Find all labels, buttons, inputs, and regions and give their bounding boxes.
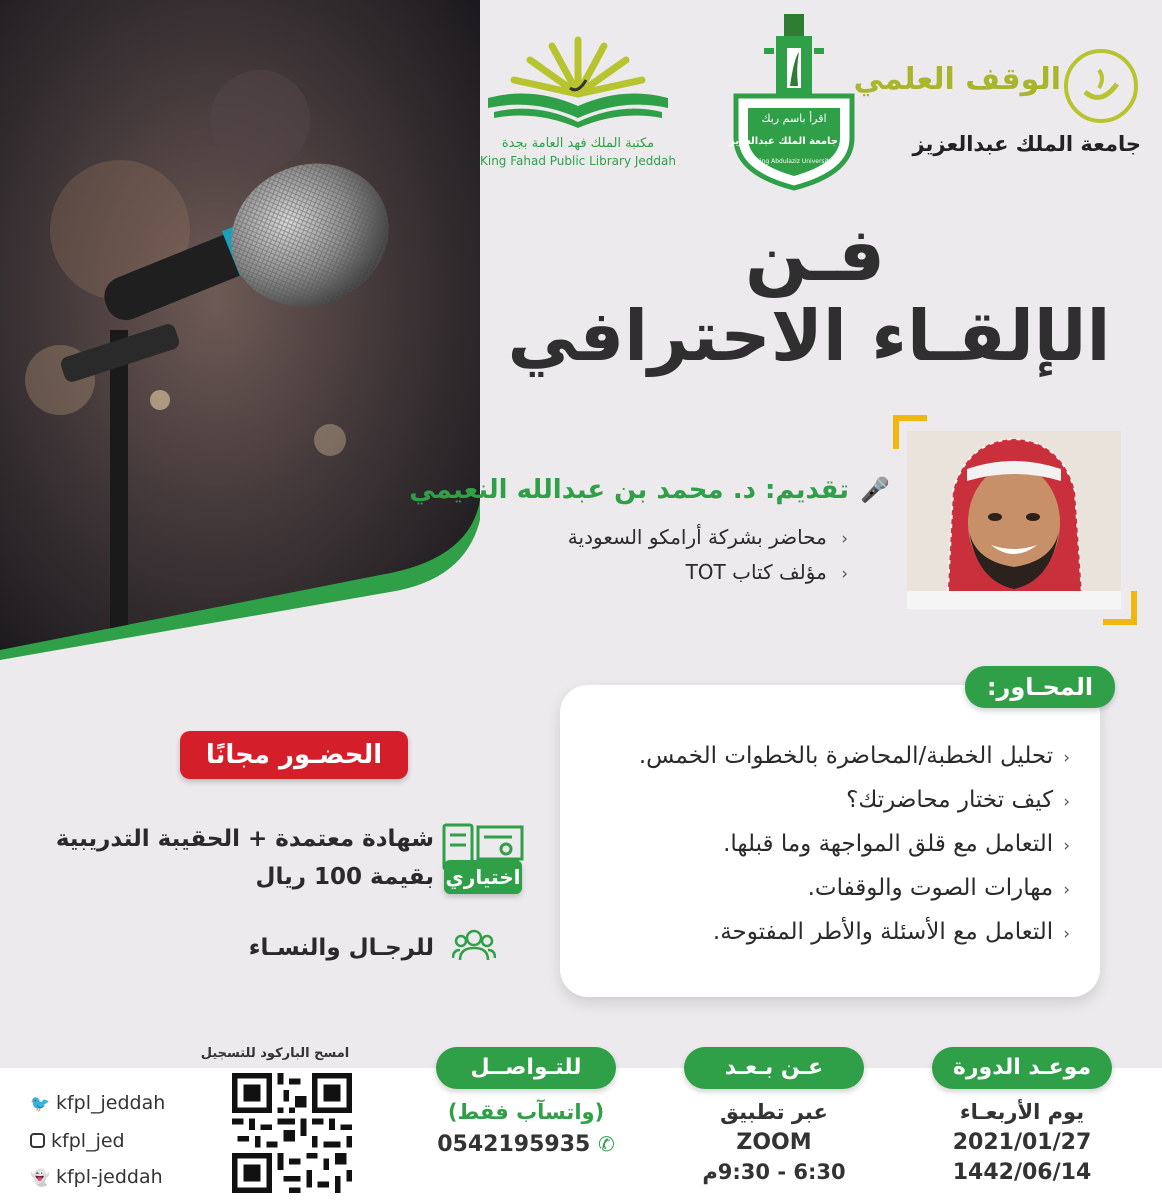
twitter-icon: 🐦 xyxy=(30,1094,50,1113)
topics-header-badge: المحـاور: xyxy=(965,666,1115,708)
chevron-icon: ‹ xyxy=(1063,924,1070,944)
presenter-bullet-chevron-icon: ‹ xyxy=(841,529,848,549)
topic-text: تحليل الخطبة/المحاضرة بالخطوات الخمس. xyxy=(638,743,1054,769)
instagram-icon xyxy=(30,1133,45,1148)
qr-caption: امسح الباركود للتسجيل xyxy=(200,1046,350,1061)
session-time: 6:30 - 9:30م xyxy=(702,1160,846,1184)
chevron-icon: ‹ xyxy=(1063,880,1070,900)
presenter-info xyxy=(380,475,890,585)
endowment-logo-text: الوقف العلمي xyxy=(853,62,1061,97)
qr-code-icon[interactable] xyxy=(232,1073,352,1193)
topic-item xyxy=(639,743,1070,769)
kau-motto-text: اقرأ باسم ربك xyxy=(761,112,827,125)
library-logo xyxy=(478,28,678,178)
topic-text: التعامل مع قلق المواجهة وما قبلها. xyxy=(723,831,1054,857)
contact-phone-row xyxy=(436,1132,616,1157)
schedule-date-hijri: 1442/06/14 xyxy=(952,1160,1092,1185)
users-group-icon xyxy=(452,928,496,962)
remote-label-badge: عـن بـعـد xyxy=(684,1047,864,1089)
kau-crest-name: جامعة الملك عبدالعزيز xyxy=(729,136,838,147)
topic-item xyxy=(713,919,1070,945)
audience-text: للرجـال والنسـاء xyxy=(248,935,434,961)
topic-item xyxy=(808,875,1070,901)
instagram-handle: kfpl_jed xyxy=(51,1130,125,1152)
presenter-label: تقديم: د. محمد بن عبدالله النعيمي xyxy=(409,475,850,505)
app-name: ZOOM xyxy=(736,1130,812,1155)
twitter-handle: kfpl_jeddah xyxy=(55,1092,166,1114)
presenter-bullet-chevron-icon: ‹ xyxy=(841,564,848,584)
whatsapp-note: (واتسآب فقط) xyxy=(447,1100,605,1124)
kau-name-text: جامعة الملك عبدالعزيز xyxy=(912,132,1141,156)
twitter-handle-row[interactable] xyxy=(30,1092,165,1114)
presenter-bullet-1: محاضر بشركة أرامكو السعودية xyxy=(567,525,827,549)
snapchat-handle-row[interactable] xyxy=(30,1166,163,1188)
schedule-label-badge: موعـد الدورة xyxy=(932,1047,1112,1089)
contact-label-badge: للتـواصــل xyxy=(436,1047,616,1089)
kau-crest-icon xyxy=(724,8,864,193)
topic-text: كيف تختار محاضرتك؟ xyxy=(846,787,1054,813)
library-name-arabic: مكتبة الملك فهد العامة بجدة xyxy=(501,136,655,151)
schedule-date-gregorian: 2021/01/27 xyxy=(952,1130,1092,1155)
instagram-handle-row[interactable] xyxy=(30,1130,125,1152)
endowment-logo xyxy=(853,40,1150,160)
open-book-sun-icon xyxy=(478,28,678,128)
topic-item xyxy=(723,831,1070,857)
course-title-line1: فـن xyxy=(744,212,886,298)
presenter-photo xyxy=(907,431,1121,609)
topic-text: التعامل مع الأسئلة والأطر المفتوحة. xyxy=(712,919,1054,945)
snapchat-icon: 👻 xyxy=(30,1168,50,1187)
chevron-icon: ‹ xyxy=(1063,836,1070,856)
schedule-day: يوم الأربعـاء xyxy=(959,1100,1085,1124)
topic-text: مهارات الصوت والوقفات. xyxy=(807,875,1054,901)
snapchat-handle: kfpl-jeddah xyxy=(55,1166,163,1188)
optional-badge: اختياري xyxy=(444,860,522,894)
contact-phone[interactable]: 0542195935 xyxy=(437,1132,591,1157)
certificate-line2: بقيمة 100 ريال xyxy=(255,864,434,890)
course-title-line2: الإلقـاء الاحترافي xyxy=(507,295,1111,377)
chevron-icon: ‹ xyxy=(1063,792,1070,812)
library-name-english: King Fahad Public Library Jeddah xyxy=(479,154,676,168)
microphone-icon: 🎤 xyxy=(860,476,890,504)
chevron-icon: ‹ xyxy=(1063,748,1070,768)
endowment-emblem-icon xyxy=(1063,48,1139,124)
certificate-line1: شهادة معتمدة + الحقيبة التدريبية xyxy=(55,826,434,852)
kau-crest-english: King Abdulaziz University xyxy=(756,158,833,165)
topic-item xyxy=(846,787,1070,813)
whatsapp-icon: ✆ xyxy=(597,1132,615,1156)
app-line: عبر تطبيق xyxy=(720,1100,828,1124)
topics-card xyxy=(560,685,1100,997)
kau-logo xyxy=(724,8,864,193)
presenter-bullet-2: مؤلف كتاب TOT xyxy=(685,560,827,584)
presenter-photo-frame xyxy=(893,415,1137,625)
free-attendance-badge: الحضـور مجانًا xyxy=(180,731,408,779)
